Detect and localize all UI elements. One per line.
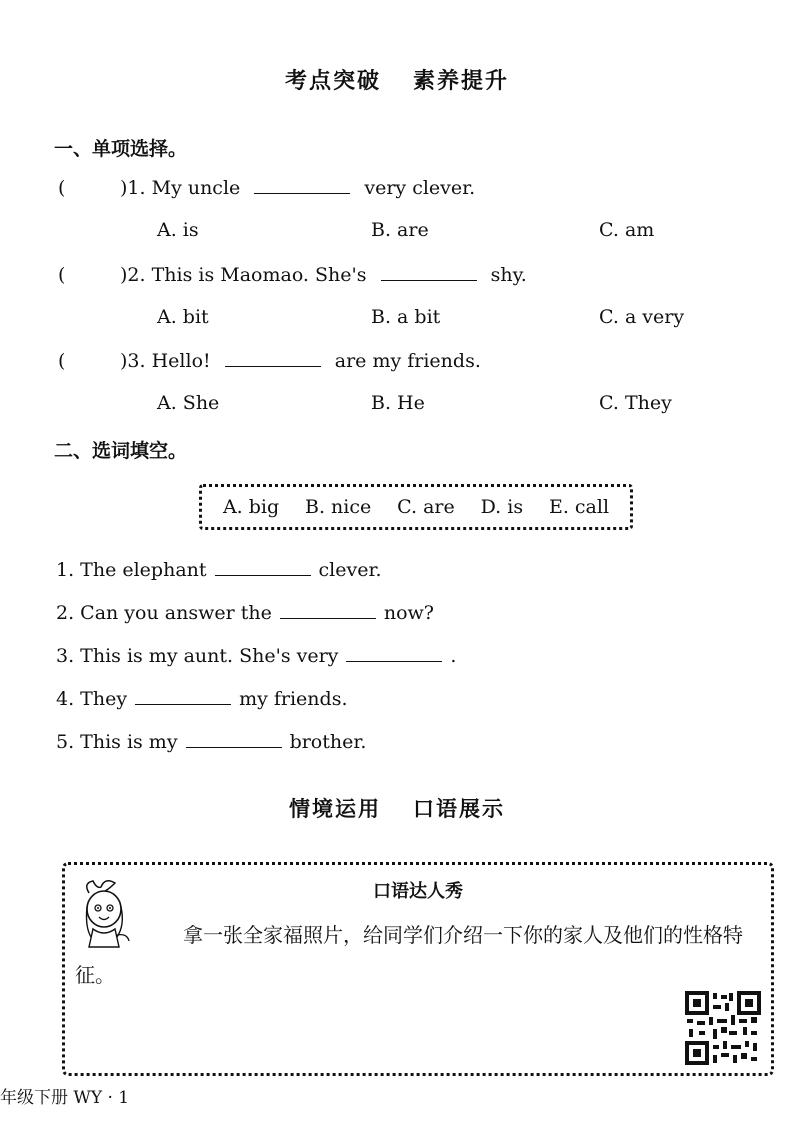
question-text: very clever. [364,177,476,199]
question-text: Hello! [151,350,211,372]
question-text: shy. [490,264,527,286]
option-a[interactable]: A. is [157,219,199,241]
question-2: ( )2. This is Maomao. She's shy. [58,264,527,286]
page-footer: 年级下册 WY · 1 [0,1088,130,1108]
answer-blank[interactable] [346,643,442,662]
answer-blank[interactable] [135,686,231,705]
option-a[interactable]: A. bit [157,306,209,328]
option-c[interactable]: C. a very [599,306,685,328]
page-title [0,64,794,95]
fill-sentence-4: 4. They my friends. [56,688,348,710]
speaking-card [62,862,774,1076]
qr-code-icon[interactable] [685,991,761,1065]
section-title-3: 情境运用 口语展示 [289,797,505,821]
fill-sentence-2: 2. Can you answer the now? [56,602,434,624]
fill-sentence-3: 3. This is my aunt. She's very . [56,645,457,667]
word-option: D. is [480,496,524,518]
answer-blank[interactable] [254,175,350,194]
answer-blank[interactable] [225,348,321,367]
word-option: C. are [397,496,455,518]
word-option: E. call [548,496,610,518]
title-right: 素养提升 [413,69,510,94]
word-bank [199,484,633,530]
question-1: ( )1. My uncle very clever. [58,177,476,199]
answer-blank[interactable] [186,729,282,748]
answer-blank[interactable] [280,600,376,619]
option-b[interactable]: B. are [371,219,429,241]
answer-blank[interactable] [215,557,311,576]
option-a[interactable]: A. She [157,392,220,414]
section-heading-2: 二、选词填空。 [54,440,188,462]
answer-blank[interactable] [381,262,477,281]
section-heading-1: 一、单项选择。 [54,138,188,160]
word-option: A. big [222,496,280,518]
word-option: B. nice [305,496,372,518]
option-c[interactable]: C. They [599,392,672,414]
option-c[interactable]: C. am [599,219,655,241]
fill-sentence-5: 5. This is my brother. [56,731,367,753]
option-b[interactable]: B. a bit [371,306,441,328]
question-text: My uncle [151,177,241,199]
card-instruction: 拿一张全家福照片，给同学们介绍一下你的家人及他们的性格特征。 [75,923,743,987]
option-b[interactable]: B. He [371,392,425,414]
fill-sentence-1: 1. The elephant clever. [56,559,382,581]
question-3: ( )3. Hello! are my friends. [58,350,481,372]
title-left: 考点突破 [284,69,381,94]
question-text: are my friends. [334,350,481,372]
question-text: This is Maomao. She's [151,264,367,286]
card-title: 口语达人秀 [373,881,463,902]
